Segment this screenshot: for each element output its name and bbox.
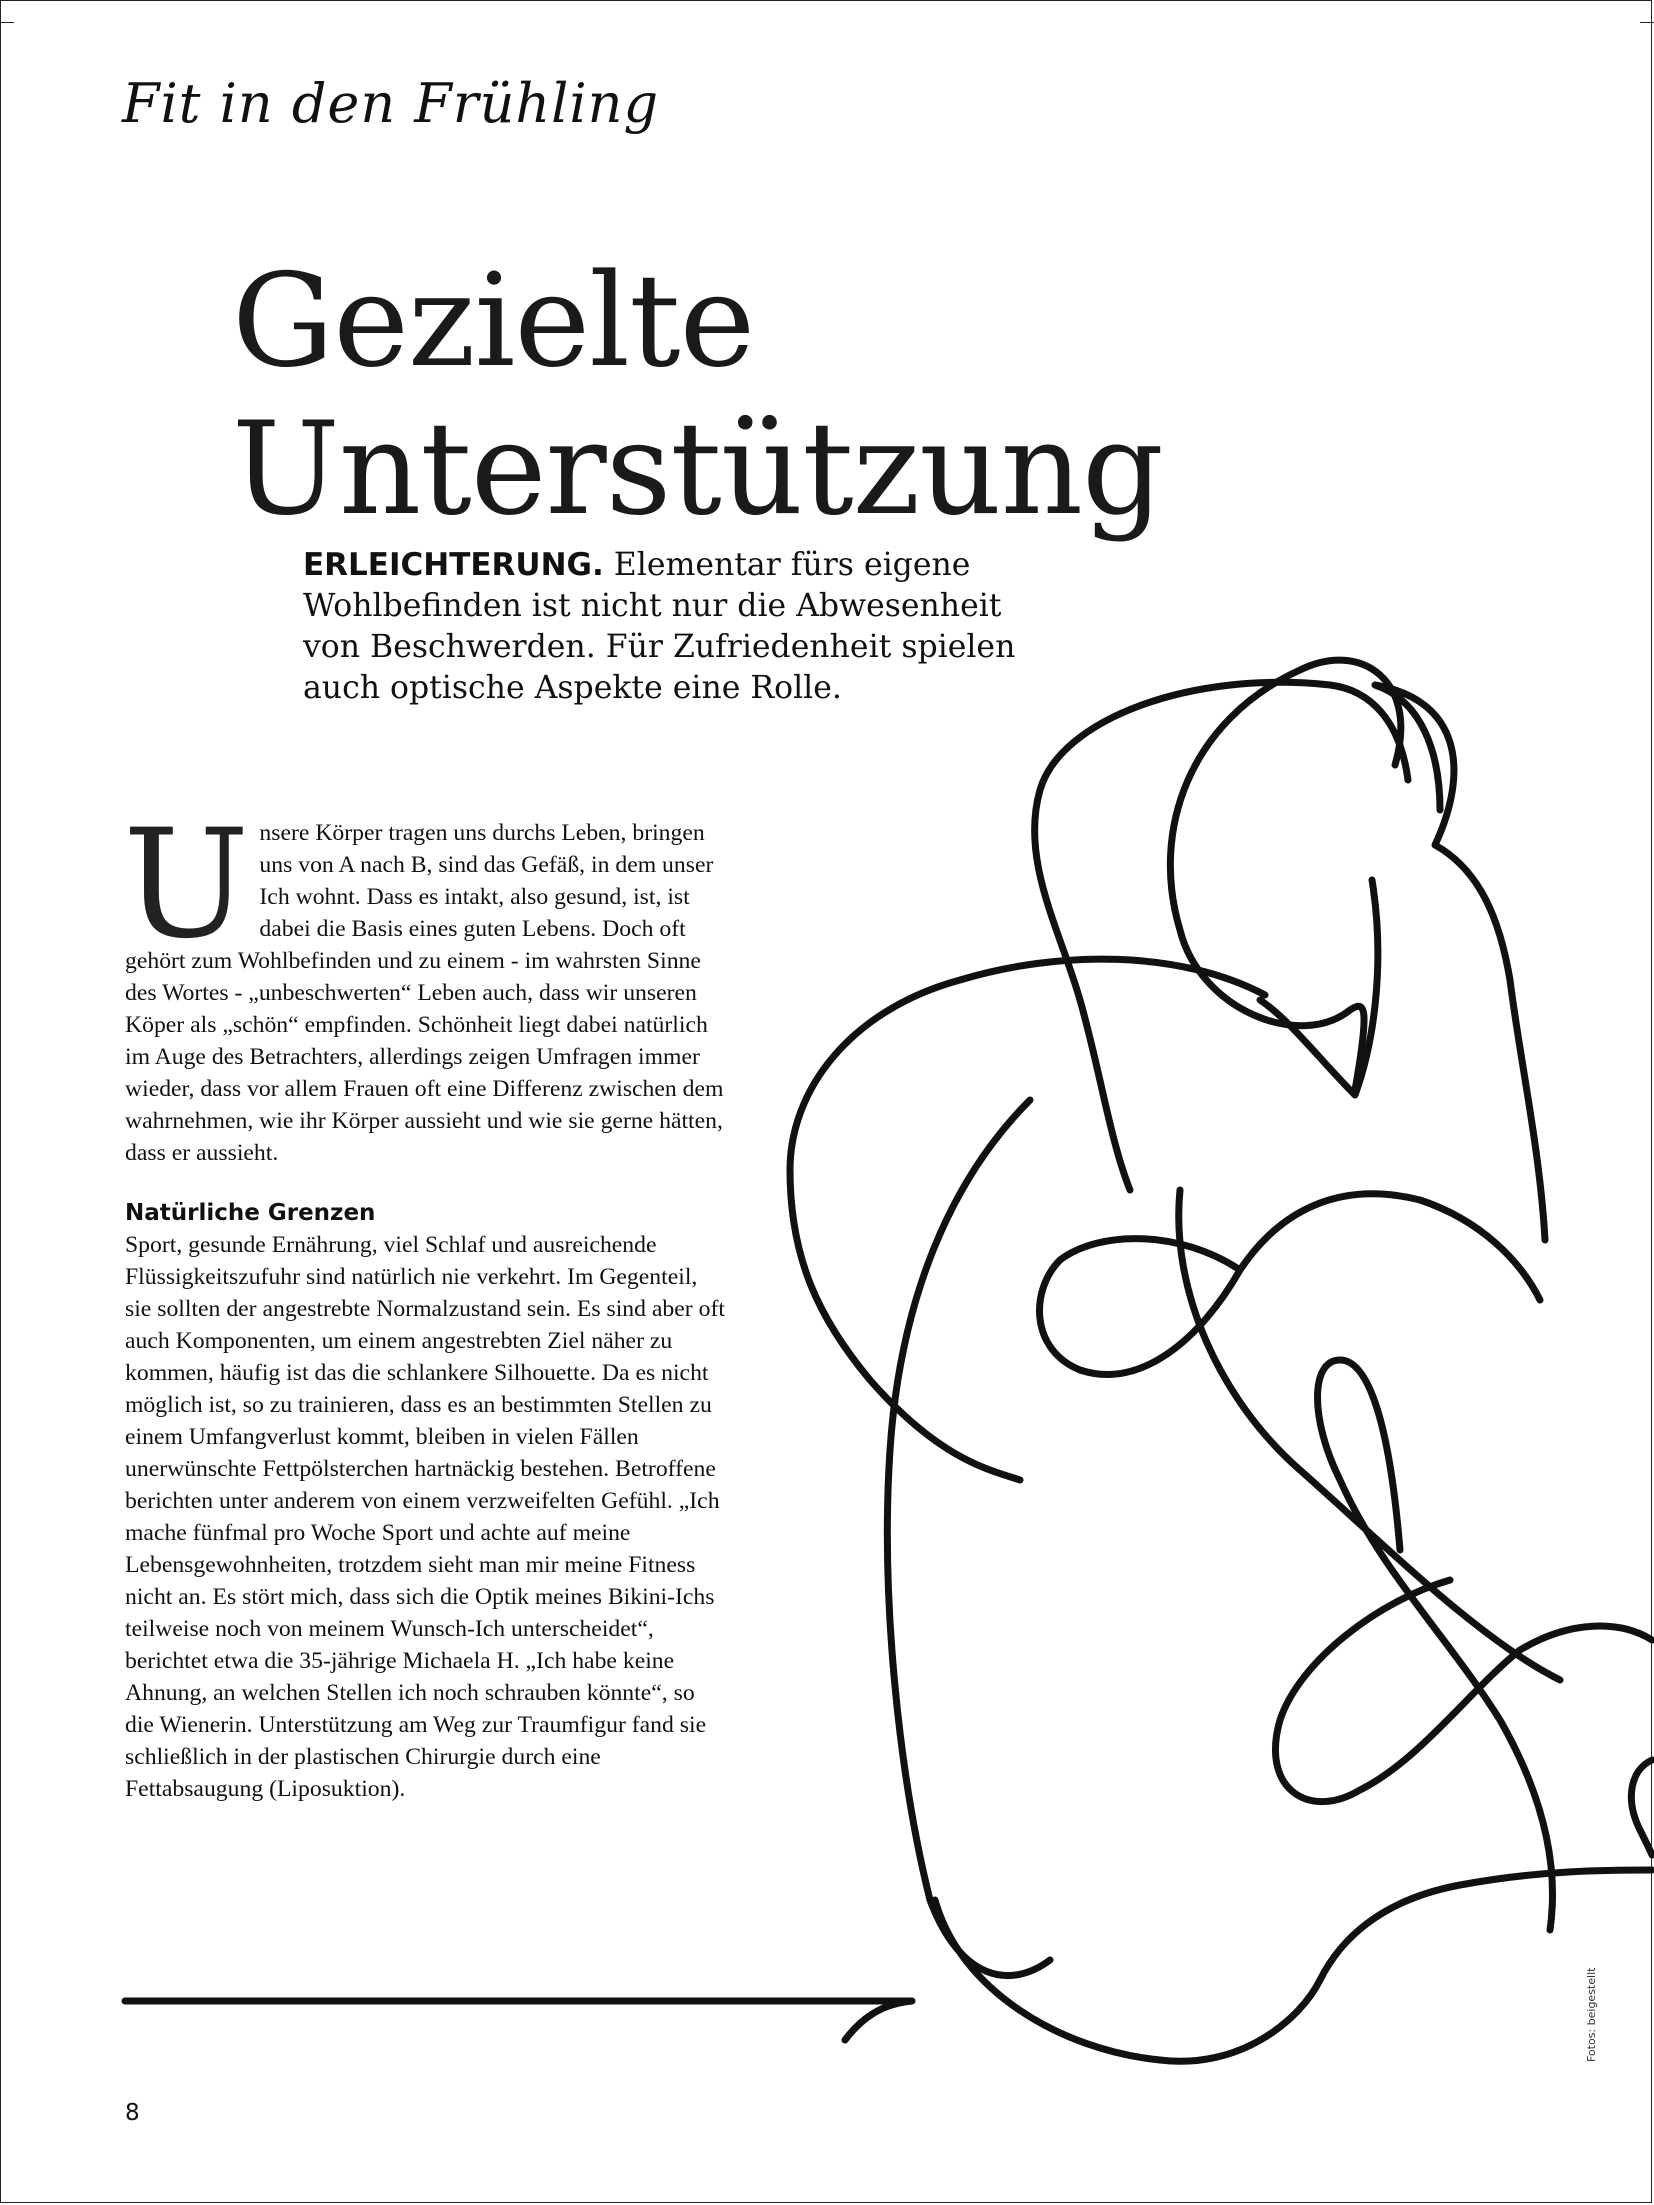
- headline: [232, 248, 1163, 544]
- lead-label: ERLEICHTERUNG.: [303, 547, 604, 583]
- article-body: [123, 798, 725, 1805]
- lead-paragraph: [303, 545, 1033, 709]
- body-paragraph-1: [123, 798, 725, 1169]
- lead-text: Elementar fürs eigene Wohlbefinden ist nicht nur die Abwesenheit von Beschwerden. Für Zufriedenheit spielen auch optische Aspekte eine Rolle.: [303, 547, 1016, 706]
- photo-credit: Fotos: beigestellt: [1585, 1967, 1598, 2062]
- body-paragraph-1-text: nsere Körper tragen uns durchs Leben, bringen uns von A nach B, sind das Gefäß, in dem unser Ich wohnt. Dass es intakt, also gesund, ist, ist dabei die Basis eines guten Lebens. Doch oft gehört zum Wohlbefinden und zu einem - im wahrsten Sinne des Wortes - „unbeschwerten“ Leben auch, dass wir unseren Köper als „schön“ empfinden. Schönheit liegt dabei natürlich im Auge des Betrachters, allerdings zeigen Umfragen immer wieder, dass vor allem Frauen oft eine Differenz zwischen dem wahrnehmen, wie ihr Körper aussieht und wie sie gerne hätten, dass er aussieht.: [125, 820, 724, 1166]
- crop-mark-top-right: [1640, 22, 1654, 23]
- section-kicker: Fit in den Frühling: [122, 72, 660, 135]
- page-number: 8: [125, 2100, 140, 2126]
- drop-cap: U: [123, 798, 250, 972]
- crop-mark-top: [0, 22, 14, 23]
- subheading: Natürliche Grenzen: [125, 1200, 376, 1226]
- headline-line-1: Gezielte: [232, 247, 755, 396]
- headline-line-2: Unterstützung: [232, 395, 1163, 544]
- body-paragraph-2: Sport, gesunde Ernährung, viel Schlaf und ausreichende Flüssigkeitszufuhr sind natürlich nie verkehrt. Im Gegenteil, sie sollten der angestrebte Normalzustand sein. Es sind aber oft auch Komponenten, um einem angestrebten Ziel näher zu kommen, häufig ist das die schlankere Silhouette. Da es nicht möglich ist, so zu trainieren, dass es an bestimmten Stellen zu einem Umfangverlust kommt, bleiben in vielen Fällen unerwünschte Fettpölsterchen hartnäckig bestehen. Betroffene berichten unter anderem von einem verzweifelten Gefühl. „Ich mache fünfmal pro Woche Sport und achte auf meine Lebensgewohnheiten, trotzdem sieht man mir meine Fitness nicht an. Es stört mich, dass sich die Optik meines Bikini-Ichs teilweise noch von meinem Wunsch-Ich unterscheidet“, berichtet etwa die 35-jährige Michaela H. „Ich habe keine Ahnung, an welchen Stellen ich noch schrauben könnte“, so die Wienerin. Unterstützung am Weg zur Traumfigur fand sie schließlich in der plastischen Chirurgie durch eine Fettabsaugung (Liposuktion).: [125, 1232, 725, 1802]
